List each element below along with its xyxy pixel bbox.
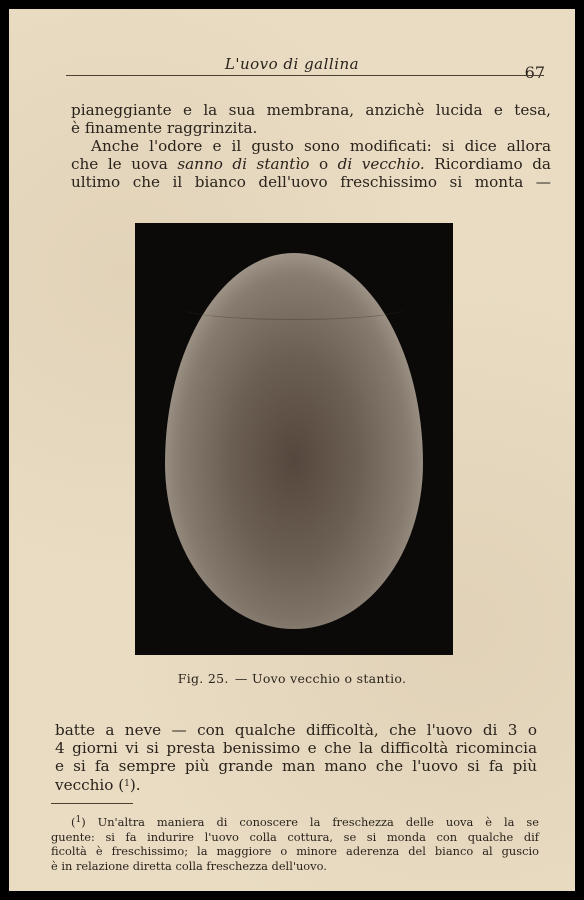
text-run: vecchio (: [55, 776, 125, 794]
text-run: o: [309, 155, 338, 173]
paragraph-top: [71, 101, 551, 191]
page-number: 67: [524, 63, 545, 82]
text-line: pianeggiante e la sua membrana, anzichè lucida e tesa,: [71, 101, 551, 119]
text-run: ) Un'altra maniera di conoscere la freschezza delle uova è la se: [81, 815, 539, 829]
footnote-line: ($^1$) Un'altra maniera di conoscere la freschezza delle uova è la se: [71, 815, 539, 829]
book-page: [9, 9, 575, 891]
footnote-line: guente: si fa indurire l'uovo colla cottura, se si monda con qualche dif: [51, 829, 539, 844]
text-line: Anche l'odore e il gusto sono modificati: si dice allora: [91, 137, 551, 155]
egg-image: [165, 253, 423, 629]
running-title: L'uovo di gallina: [224, 55, 360, 73]
footnote-marker: 1: [75, 815, 82, 825]
header-rule: [66, 75, 544, 76]
text-line: è finamente raggrinzita.: [71, 119, 258, 137]
figure-caption: [9, 671, 575, 686]
footnote-rule: [51, 803, 133, 804]
text-run: Ricordiamo da: [424, 155, 551, 173]
footnote-line: ficoltà è freschissimo; la maggiore o minore aderenza del bianco al guscio: [51, 844, 539, 858]
figure-number: Fig. 25.: [177, 671, 229, 686]
footnote: [51, 813, 539, 873]
egg-air-cell-line: [183, 297, 405, 320]
paragraph-bottom: [55, 721, 537, 794]
text-run: ).: [129, 776, 141, 794]
text-line: [71, 155, 551, 173]
figure-caption-text: — Uovo vecchio o stantio.: [234, 671, 407, 686]
footnote-line: è in relazione diretta colla freschezza dell'uovo.: [51, 858, 327, 873]
text-run: che le uova: [71, 155, 178, 173]
italic-phrase: sanno di stantìo: [177, 155, 310, 173]
footnote-reference: 1: [124, 779, 130, 789]
text-line: ultimo che il bianco dell'uovo freschissimo si monta —: [71, 173, 551, 191]
text-line: batte a neve — con qualche difficoltà, che l'uovo di 3 o: [55, 721, 537, 739]
text-line: [55, 775, 537, 794]
text-line: 4 giorni vi si presta benissimo e che la difficoltà ricomincia: [55, 739, 537, 757]
text-line: e si fa sempre più grande man mano che l'uovo si fa più: [55, 757, 537, 775]
egg-photograph: [135, 223, 453, 655]
italic-phrase: di vecchio.: [337, 155, 425, 173]
